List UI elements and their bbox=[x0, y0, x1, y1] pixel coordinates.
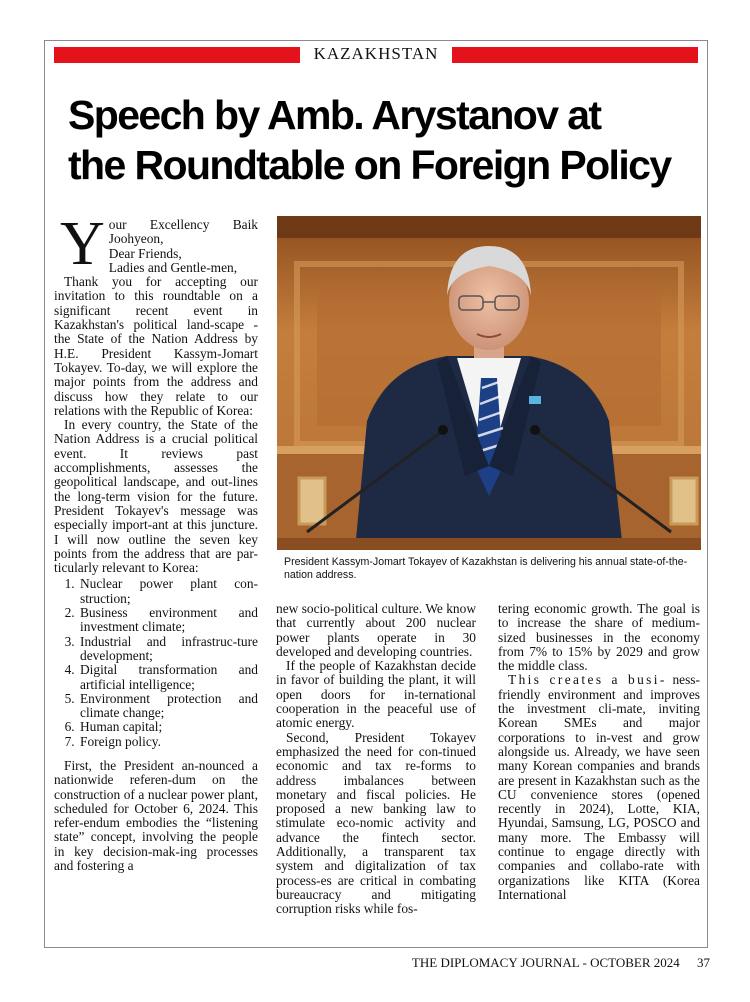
drop-cap: Y bbox=[60, 210, 105, 278]
salutation-line-3: Ladies and Gentle-men, bbox=[108, 259, 238, 275]
spaced-text: This creates a busi- bbox=[508, 672, 667, 688]
salutation-line-1: our Excellency Baik Joohyeon, bbox=[108, 217, 258, 247]
list-item: 7. Foreign policy. bbox=[78, 735, 258, 749]
section-label: KAZAKHSTAN bbox=[313, 44, 439, 63]
page-number: 37 bbox=[697, 955, 710, 970]
key-points-list bbox=[54, 577, 258, 749]
paragraph: In every country, the State of the Nation Address is a crucial political event. It reviews past accomplishments, assesses the geopolitical landscape, and out-lines the long-term vision for the future. President Tokayev's message was especially import-ant at this juncture. I will now outline the seven key points from the address that are par-ticularly relevant to Korea: bbox=[54, 417, 258, 576]
section-bar-right bbox=[452, 47, 698, 63]
list-item: 4. Digital transformation and artificial intelligence; bbox=[78, 663, 258, 692]
page-footer bbox=[380, 955, 710, 971]
article-column-1 bbox=[54, 210, 258, 874]
list-item: 6. Human capital; bbox=[78, 720, 258, 734]
paragraph: Thank you for accepting our invitation to this roundtable on a significant recent event in Kazakhstan's political land-scape - the State of the Nation Address by H.E. President Kassym-Jomart Tokayev. To-day, we will explore the major points from the address and discuss how they relate to our relations with the Republic of Korea: bbox=[54, 274, 258, 418]
paragraph: tering economic growth. The goal is to increase the share of medium-sized businesses in the economy from 7% to 15% by 2029 and grow the middle class. bbox=[498, 601, 700, 674]
headline-line-1: Speech by Amb. Arystanov at bbox=[68, 92, 601, 138]
publication-name: THE DIPLOMACY JOURNAL - OCTOBER 2024 bbox=[411, 955, 680, 970]
salutation bbox=[54, 210, 258, 278]
section-bar-left bbox=[54, 47, 300, 63]
article-column-3 bbox=[498, 602, 700, 902]
headline bbox=[68, 90, 708, 190]
list-item: 5. Environment protection and climate change; bbox=[78, 692, 258, 721]
paragraph bbox=[498, 673, 700, 902]
paragraph: If the people of Kazakhstan decide in favor of building the plant, it will open doors for in-ternational cooperation in the peaceful use of atomic energy. bbox=[276, 658, 476, 731]
article-column-2 bbox=[276, 602, 476, 917]
speech-photo bbox=[277, 216, 701, 550]
paragraph: Second, President Tokayev emphasized the need for con-tinued economic and tax re-forms to address imbalances between monetary and fiscal policies. He proposed a new banking law to stimulate eco-nomic activity and advance the fintech sector. Additionally, a transparent tax system and digitalization of tax process-es are critical in combating bureaucracy and mitigating corruption risks while fos- bbox=[276, 729, 476, 917]
paragraph: new socio-political culture. We know that currently about 200 nuclear power plants operate in 30 developed and developing countries. bbox=[276, 601, 476, 659]
photo-caption: President Kassym-Jomart Tokayev of Kazakhstan is delivering his annual state-of-the-nation address. bbox=[284, 556, 688, 581]
speech-photo-illustration bbox=[277, 216, 701, 550]
headline-line-2: the Roundtable on Foreign Policy bbox=[68, 142, 671, 188]
list-item: 3. Industrial and infrastruc-ture development; bbox=[78, 635, 258, 664]
list-item: 2. Business environment and investment climate; bbox=[78, 606, 258, 635]
paragraph: First, the President an-nounced a nationwide referen-dum on the construction of a nuclear power plant, scheduled for October 6, 2024. This refer-endum embodies the “listening state” concept, involving the people in key decision-mak-ing processes and fostering a bbox=[54, 757, 258, 874]
paragraph-text: ness-friendly environment and improves the investment cli-mate, inviting Korean SMEs and major corporations to in-vest and grow alongside us. Already, we have seen many Korean companies and brands are present in Kazakhstan such as the CU convenience stores (opened recently in 2024), Lotte, KIA, Hyundai, Samsung, LG, POSCO and many more. The Embassy will continue to engage directly with companies and collabo-rate with organizations like KITA (Korea International bbox=[498, 672, 700, 902]
salutation-line-2: Dear Friends, bbox=[108, 245, 182, 261]
list-item: 1. Nuclear power plant con-struction; bbox=[78, 577, 258, 606]
